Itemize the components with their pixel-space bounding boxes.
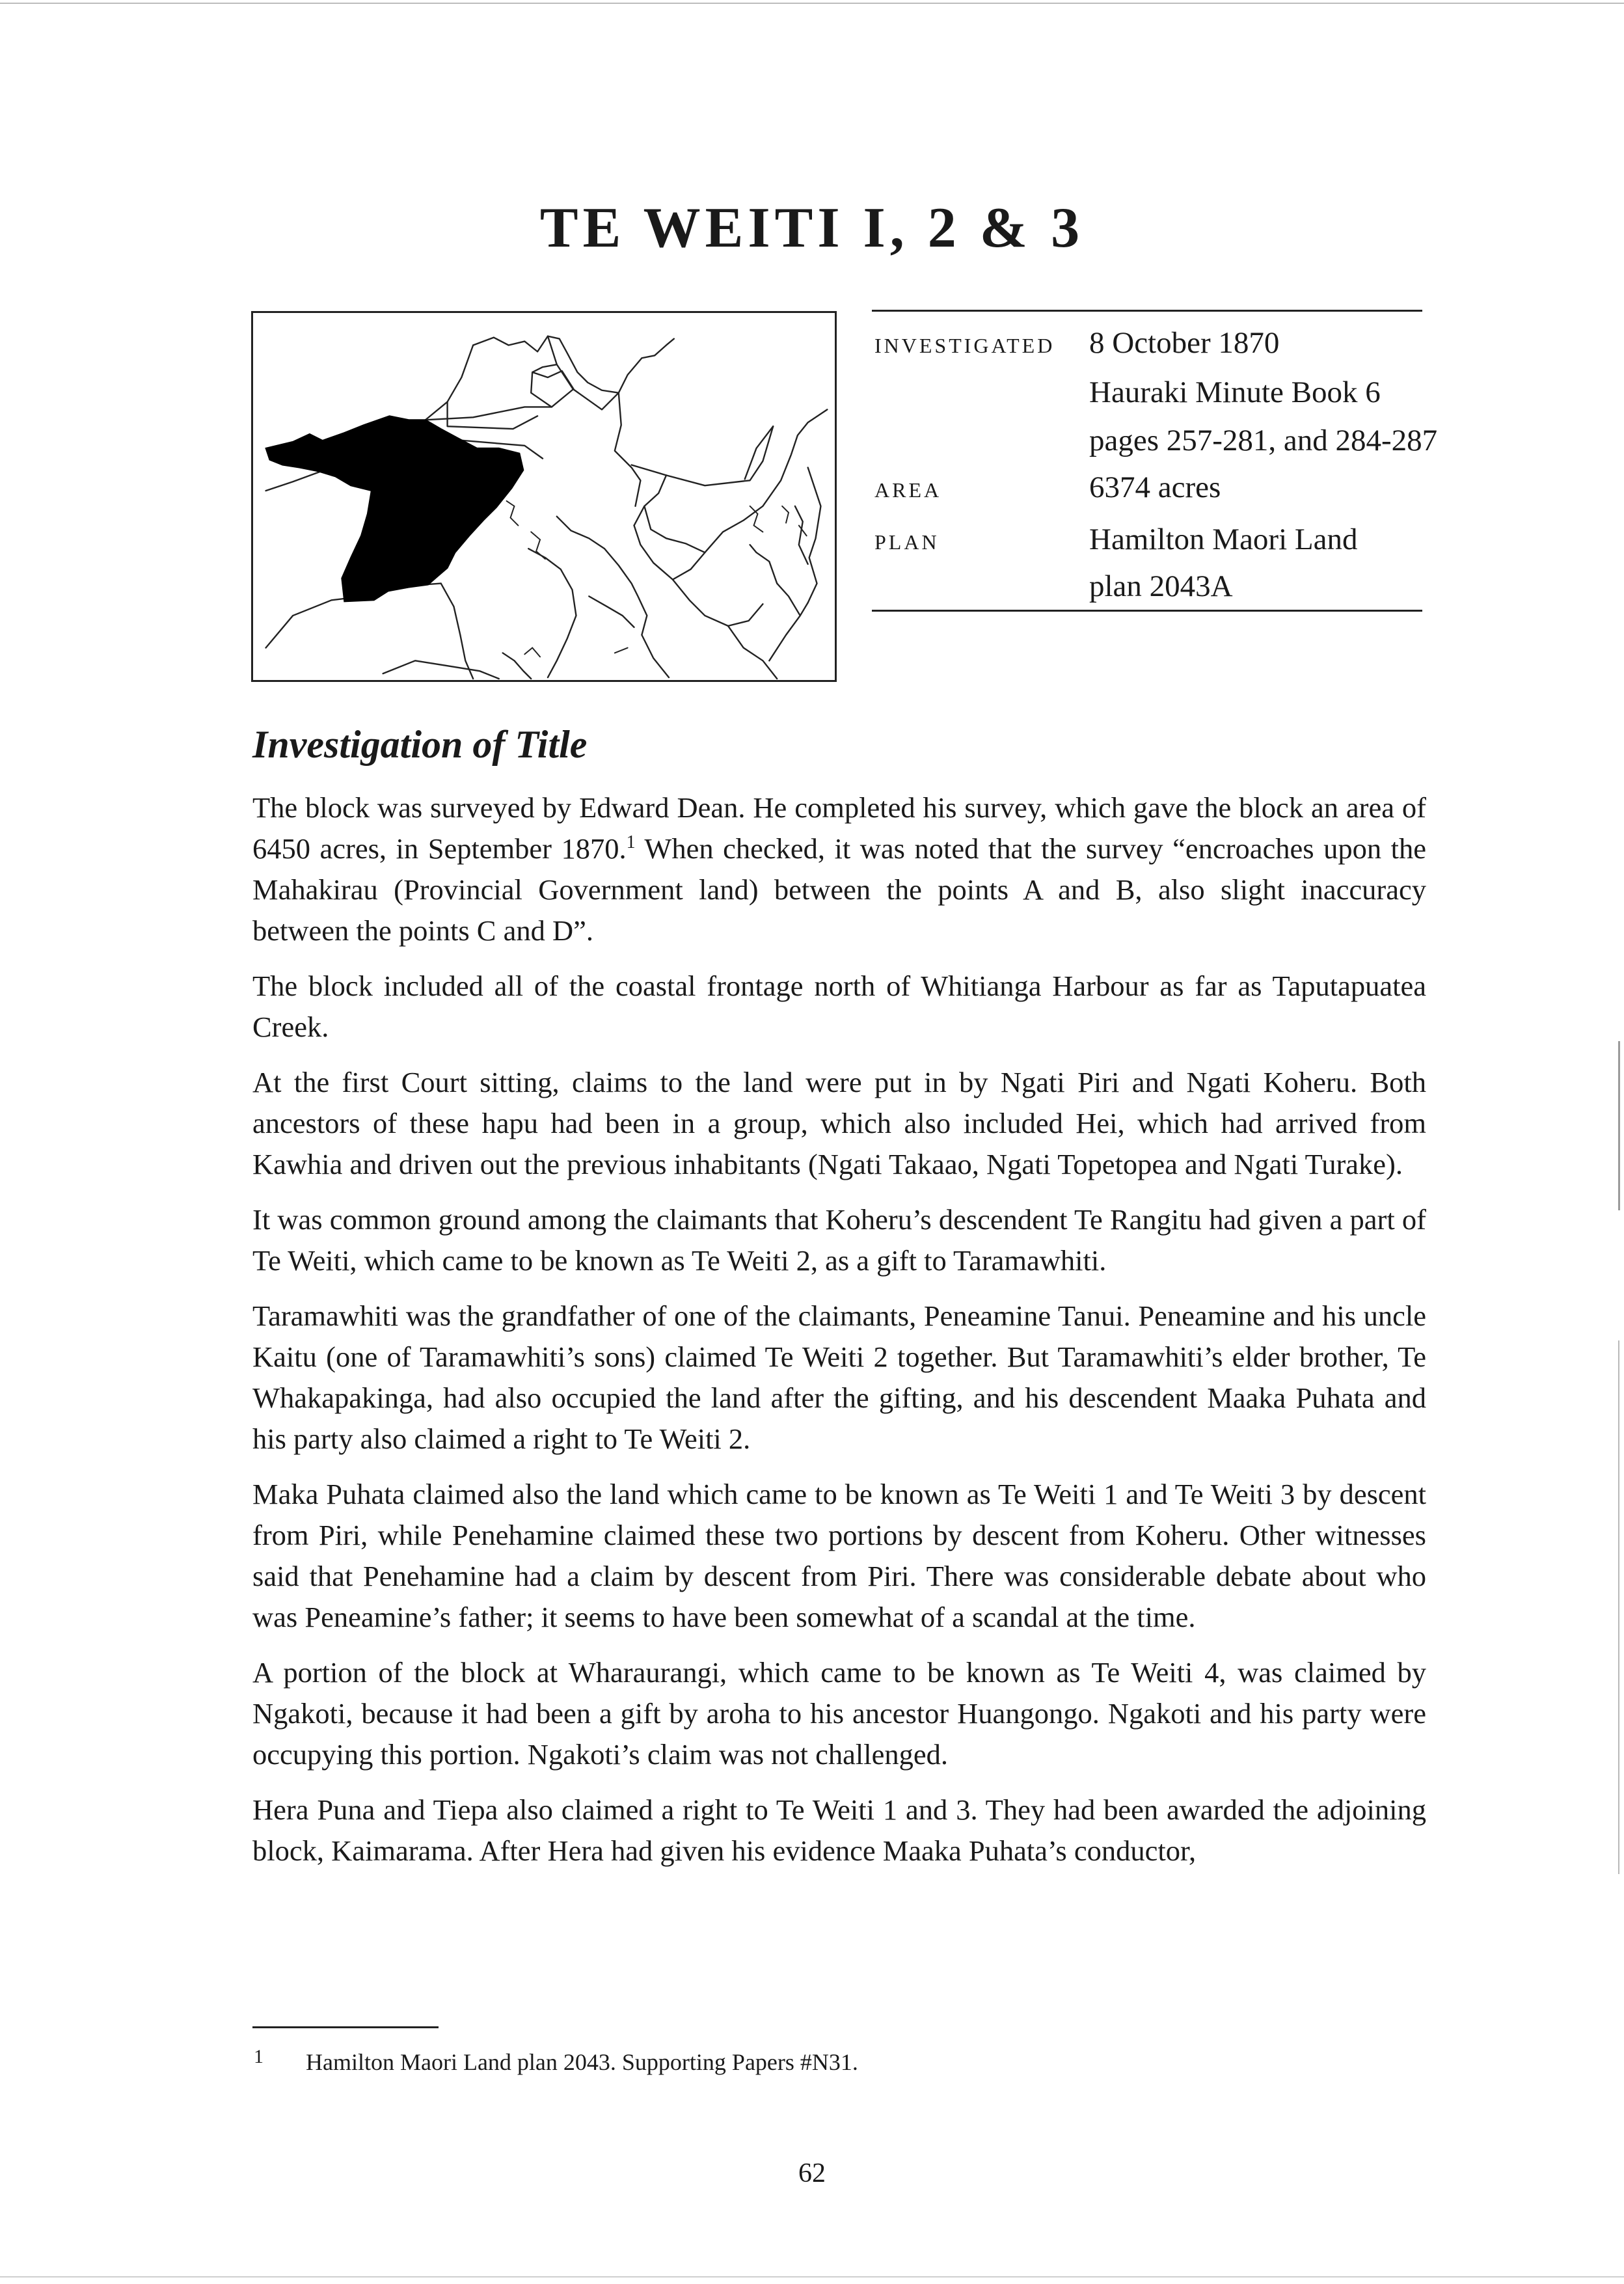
plan-value-line2: plan 2043A xyxy=(1089,569,1233,603)
paragraph: Maka Puhata claimed also the land which came to be known as Te Weiti 1 and Te Weiti 3 by descent from Piri, while Penehamine claimed these two portions by descent from Koheru. Other witnesses said that Penehamine had a claim by descent from Piri. There was considerable debate about who was Peneamine’s father; it seems to have been somewhat of a scandal at the time. xyxy=(252,1478,1426,1633)
footnote-text: Hamilton Maori Land plan 2043. Supporting Papers #N31. xyxy=(306,2049,858,2075)
plan-value-line1: Hamilton Maori Land xyxy=(1089,523,1358,556)
paragraph-text: When checked, it was noted that the survey “encroaches upon the Mahakirau (Provincial Government land) between the points A and B, also slight inaccuracy between the points C and D”. xyxy=(252,832,1426,947)
scan-edge-right xyxy=(1618,1041,1620,1210)
investigated-minute-book: Hauraki Minute Book 6 xyxy=(1089,375,1381,409)
paragraph: Taramawhiti was the grandfather of one of the claimants, Peneamine Tanui. Peneamine and his uncle Kaitu (one of Taramawhiti’s sons) claimed Te Weiti 2 together. But Taramawhiti’s elder brother, Te Whakapakinga, had also occupied the land after the gifting, and his descendent Maaka Puhata and his party also claimed a right to Te Weiti 2. xyxy=(252,1299,1426,1455)
footnote-reference: 1 xyxy=(626,832,636,853)
body-text xyxy=(252,787,1426,1886)
page-number: 62 xyxy=(798,2158,826,2188)
block-info-panel xyxy=(872,310,1438,612)
highlighted-block-shape xyxy=(266,416,524,601)
plan-label: PLAN xyxy=(874,530,940,554)
investigated-date: 8 October 1870 xyxy=(1089,326,1280,360)
paragraph xyxy=(252,787,1426,951)
area-value: 6374 acres xyxy=(1089,470,1221,504)
footnote-number: 1 xyxy=(254,2046,264,2067)
scan-edge-right-lower xyxy=(1618,1340,1619,1874)
investigated-label: INVESTIGATED xyxy=(874,334,1055,357)
paragraph: At the first Court sitting, claims to the land were put in by Ngati Piri and Ngati Koheru. Both ancestors of these hapu had been in a group, which also included Hei, which had arrived from Kawhia and driven out the previous inhabitants (Ngati Takaao, Ngati Topetopea and Ngati Turake). xyxy=(252,1066,1426,1180)
paragraph: Hera Puna and Tiepa also claimed a right to Te Weiti 1 and 3. They had been awarded the adjoining block, Kaimarama. After Hera had given his evidence Maaka Puhata’s conductor, xyxy=(252,1793,1426,1867)
area-label: AREA xyxy=(874,478,942,502)
paragraph: A portion of the block at Wharaurangi, which came to be known as Te Weiti 4, was claimed by Ngakoti, because it had been a gift by aroha to his ancestor Huangongo. Ngakoti and his party were occupying this portion. Ngakoti’s claim was not challenged. xyxy=(252,1656,1426,1771)
block-location-map xyxy=(251,311,837,682)
page-title: TE WEITI I, 2 & 3 xyxy=(539,197,1085,260)
footnote-divider xyxy=(252,2026,439,2028)
scan-edge-bottom xyxy=(0,2276,1624,2277)
investigated-pages: pages 257-281, and 284-287 xyxy=(1089,424,1438,457)
land-block-map-icon xyxy=(253,313,835,680)
section-heading: Investigation of Title xyxy=(252,723,588,766)
paragraph: It was common ground among the claimants that Koheru’s descendent Te Rangitu had given a part of Te Weiti, which came to be known as Te Weiti 2, as a gift to Taramawhiti. xyxy=(252,1203,1426,1277)
scan-edge-top xyxy=(0,3,1624,4)
paragraph: The block included all of the coastal frontage north of Whitianga Harbour as far as Taputapuatea Creek. xyxy=(252,970,1426,1043)
paragraph-text: The block was surveyed by Edward Dean. He completed his survey, which gave the block an area of 6450 acres, in September 1870. xyxy=(252,791,1426,865)
